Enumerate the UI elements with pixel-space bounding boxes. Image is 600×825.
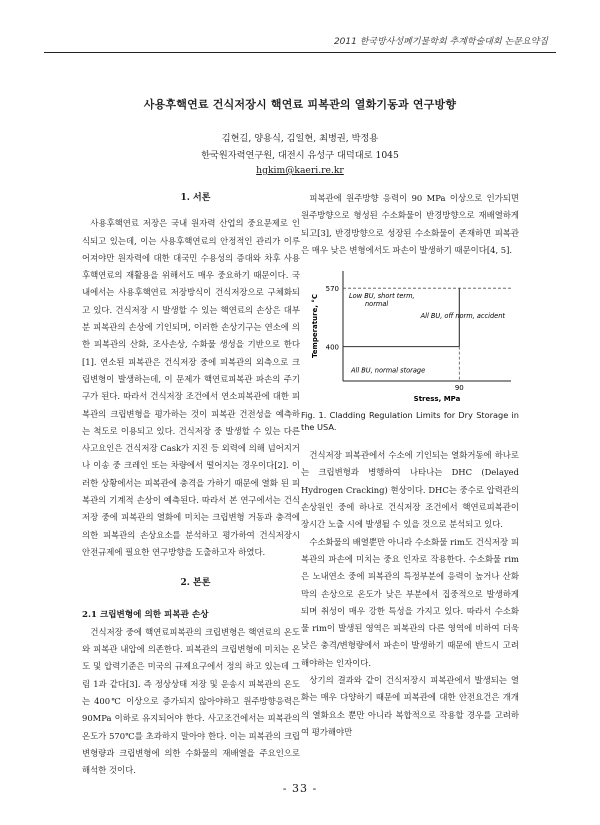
right-paragraph-4: 상기의 결과와 같이 건식저장시 피복관에서 발생되는 열화는 매우 다양하기 때문에 피복관에 대한 안전요건은 개개의 열화요소 뿐만 아니라 복합적으로 작용할 경우를 고려하여 평가해야만: [301, 675, 519, 737]
right-column: [301, 190, 519, 741]
y-tick-label: 570: [325, 285, 339, 294]
affiliation: 한국원자력연구원, 대전시 유성구 대덕대로 1045: [201, 150, 399, 161]
region-label-short-term-2: normal: [365, 300, 389, 309]
paper-title: 사용후핵연료 건식저장시 핵연료 피복관의 열화기동과 연구방향: [143, 98, 457, 111]
authors: 김현길, 양용식, 김일현, 최병권, 박정용: [221, 133, 379, 144]
region-label-normal-storage: All BU, normal storage: [351, 366, 426, 375]
figure-1: [301, 263, 519, 403]
right-paragraph-2: 건식저장 피복관에서 수소에 기인되는 열화거동에 하나로는 크립변형과 병행하여 나타나는 DHC (Delayed Hydrogen Cracking) 현상이다. DHC는 중수로 압력관의 손상원인 중에 하나로 건식저장 조건에서 핵연료피복관이 장시간 노출 시에 발생될 수 있을 것으로 분석되고 있다.: [301, 450, 519, 530]
page-number: - 33 -: [282, 782, 318, 795]
author-email[interactable]: hgkim@kaeri.re.kr: [256, 165, 344, 176]
x-axis-label: Stress, MPa: [413, 395, 461, 404]
header-rule: [44, 52, 556, 53]
running-header: 2011 한국방사성폐기물학회 추계학술대회 논문요약집: [333, 37, 548, 47]
intro-heading: 1. 서론: [180, 193, 211, 203]
y-axis-label: Temperature, °C: [311, 294, 319, 359]
right-paragraph-1: 피복관에 원주방향 응력이 90 MPa 이상으로 인가되면 원주방향으로 형성된 수소화물이 반경방향으로 재배열하게 되고[3], 반경방향으로 성장된 수소화물이 존재하면 피복관은 매우 낮은 변형에서도 파손이 발생하기 때문이다[4, 5].: [301, 193, 519, 255]
figure-caption: Fig. 1. Cladding Regulation Limits for Dry Storage in the USA.: [301, 410, 519, 433]
body-heading: 2. 본론: [180, 578, 211, 589]
subsection-heading: 2.1 크립변형에 의한 피복관 손상: [82, 609, 209, 620]
y-tick-label: 400: [325, 343, 339, 352]
intro-paragraph: 사용후핵연료 저장은 국내 원자력 산업의 중요문제로 인식되고 있는데, 이는 사용후핵연료의 안정적인 관리가 이루어져야만 원자력에 대한 대국민 수용성의 증대와 차후 사용후핵연료의 재활용을 위해서도 매우 중요하기 때문이다. 국내에서는 사용후핵연료 저장방식이 건식저장으로 구체화되고 있다. 건식저장 시 발생할 수 있는 핵연료의 손상은 대부분 피복관의 손상에 기인되며, 이러한 손상기구는 연소에 의한 피복관의 산화, 조사손상, 수화물 생성을 기반으로 한다[1]. 연소된 피복관은 건식저장 중에 피복관의 외측으로 크립변형이 발생하는데, 이 문제가 핵연료피복관 파손의 주기구가 된다. 따라서 건식저장 조건에서 연소피복관에 대한 피복관의 크립변형을 평가하는 것이 피복관 건전성을 예측하는 척도로 이용되고 있다. 건식저장 중 발생할 수 있는 다른 사고요인은 건식저장 Cask가 지진 등 외력에 의해 넘어지거나 이송 중 크레인 또는 차량에서 떨어지는 경우이다[2]. 이러한 상황에서는 피복관에 충격을 가하기 때문에 열화 된 피복관의 기계적 손상이 예측된다. 따라서 본 연구에서는 건식저장 중에 피복관의 열화에 미치는 크립변형 거동과 충격에 의한 피복관의 손상요소를 분석하고 평가하여 건식저장시 안전규제에 필요한 연구방향을 도출하고자 하였다.: [82, 218, 300, 557]
x-tick-label: 90: [454, 384, 464, 393]
region-label-short-term: Low BU, short term,: [349, 292, 415, 301]
regulation-limits-chart: [301, 263, 519, 403]
region-label-accident: All BU, off norm, accident: [420, 312, 505, 321]
left-column: [82, 190, 300, 780]
right-paragraph-3: 수소화물의 배열뿐만 아니라 수소화물 rim도 건식저장 피복관의 파손에 미치는 중요 인자로 작용한다. 수소화물 rim은 노내연소 중에 피복관의 특정부분에 응력이 높거나 산화막의 손상으로 온도가 낮은 부분에서 집중적으로 발생하게 되며 취성이 매우 강한 특성을 가지고 있다. 따라서 수소화물 rim이 발생된 영역은 피복관의 다른 영역에 비하여 더욱 낮은 충격/변형량에서 파손이 발생하기 때문에 반드시 고려해야하는 인자이다.: [301, 536, 519, 668]
body-paragraph: 건식저장 중에 핵연료피복관의 크립변형은 핵연료의 온도와 피복관 내압에 의존한다. 피복관의 크립변형에 미치는 온도 및 압력기준은 미국의 규제요구에서 정의 하고 있는데 그림 1과 같다[3]. 즉 정상상태 저장 및 운송시 피복관의 온도는 400℃ 이상으로 증가되지 않아야하고 원주방향응력은 90MPa 이하로 유지되어야 한다. 사고조건에서는 피복관의 온도가 570℃를 초과하지 말아야 한다. 이는 피복관의 크립변형량과 크립변형에 의한 수화물의 재배열을 주요인으로 해석한 것이다.: [82, 626, 300, 776]
